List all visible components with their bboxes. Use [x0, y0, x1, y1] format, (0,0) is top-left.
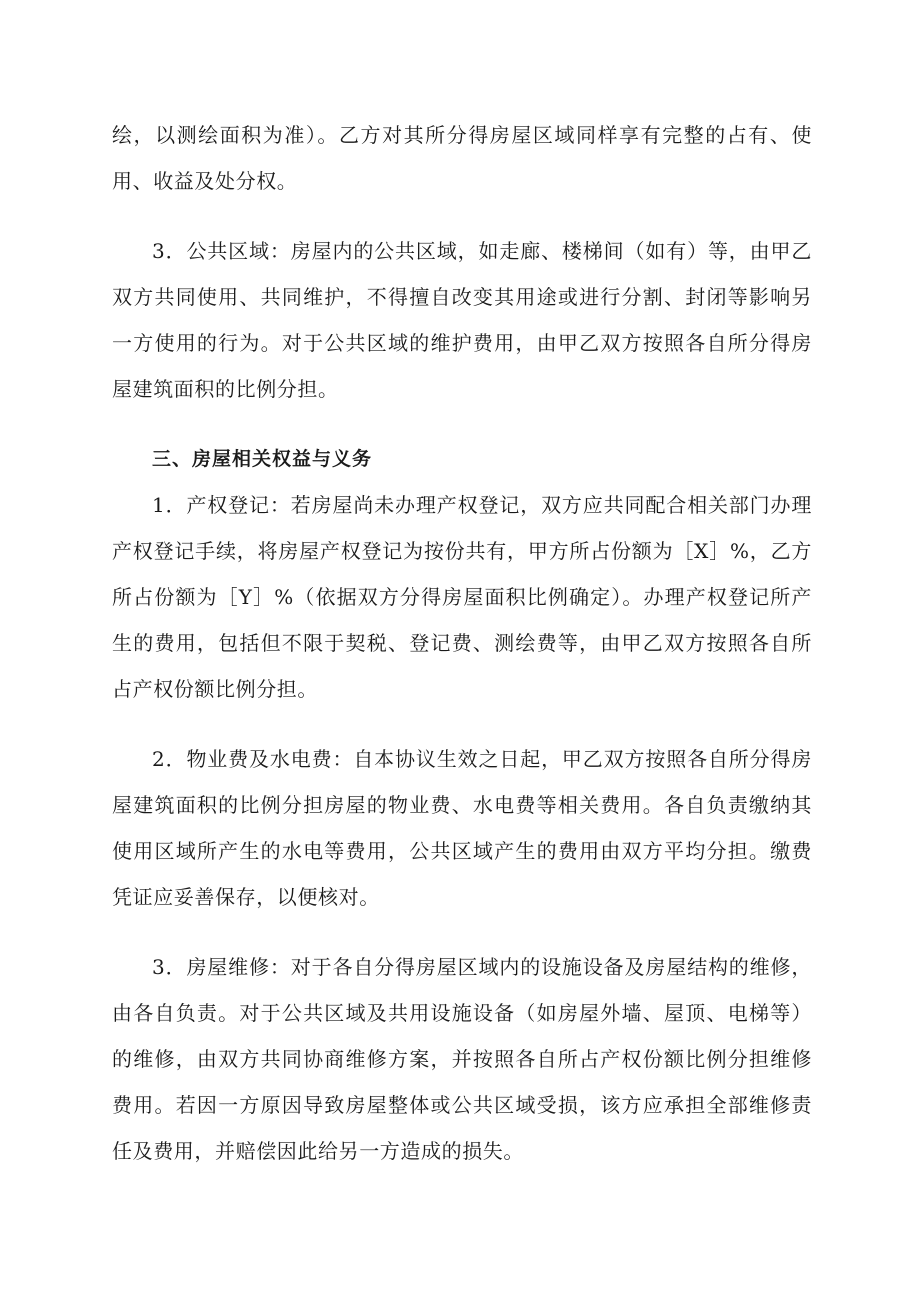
paragraph-house-repair: 3．房屋维修：对于各自分得房屋区域内的设施设备及房屋结构的维修，由各自负责。对于公共区域及共用设施设备（如房屋外墙、屋顶、电梯等）的维修，由双方共同协商维修方案，并按照各自所占产权份额比例分担维修费用。若因一方原因导致房屋整体或公共区域受损，该方应承担全部维修责任及费用，并赔偿因此给另一方造成的损失。: [112, 955, 812, 1163]
section-heading: 三、房屋相关权益与义务: [152, 448, 373, 470]
document-body: [112, 112, 812, 1174]
paragraph-property-fees: 2．物业费及水电费：自本协议生效之日起，甲乙双方按照各自所分得房屋建筑面积的比例分担房屋的物业费、水电费等相关费用。各自负责缴纳其使用区域所产生的水电等费用，公共区域产生的费用由双方平均分担。缴费凭证应妥善保存，以便核对。: [112, 747, 812, 909]
paragraph-public-area: 3．公共区域：房屋内的公共区域，如走廊、楼梯间（如有）等，由甲乙双方共同使用、共同维护，不得擅自改变其用途或进行分割、封闭等影响另一方使用的行为。对于公共区域的维护费用，由甲乙双方按照各自所分得房屋建筑面积的比例分担。: [112, 239, 812, 401]
paragraph-property-registration: 1．产权登记：若房屋尚未办理产权登记，双方应共同配合相关部门办理产权登记手续，将房屋产权登记为按份共有，甲方所占份额为［X］%，乙方所占份额为［Y］%（依据双方分得房屋面积比例确定）。办理产权登记所产生的费用，包括但不限于契税、登记费、测绘费等，由甲乙双方按照各自所占产权份额比例分担。: [112, 493, 812, 701]
paragraph-continuation: 绘，以测绘面积为准）。乙方对其所分得房屋区域同样享有完整的占有、使用、收益及处分权。: [112, 123, 812, 193]
